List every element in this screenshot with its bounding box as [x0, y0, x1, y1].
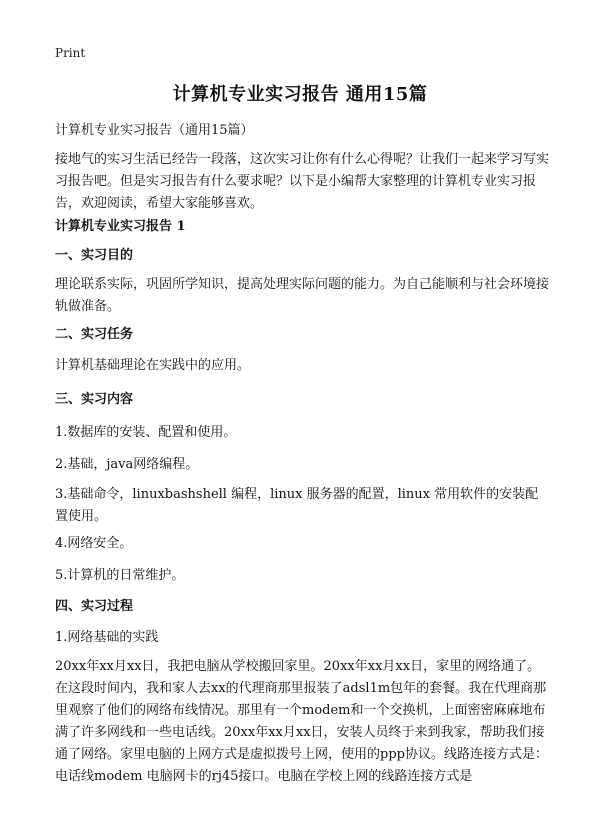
section-heading-content: 三、实习内容 — [55, 392, 134, 407]
section-heading-purpose: 一、实习目的 — [55, 248, 134, 263]
section-text-task: 计算机基础理论在实践中的应用。 — [55, 358, 251, 373]
print-label: Print — [55, 46, 86, 60]
report-heading: 计算机专业实习报告 1 — [55, 219, 186, 234]
subsection-network: 1.网络基础的实践 — [55, 630, 159, 645]
content-item-4: 4.网络安全。 — [55, 536, 133, 551]
intro-paragraph: 接地气的实习生活已经告一段落，这次实习让你有什么心得呢？让我们一起来学习写实习报告吧。但是实习报告有什么要求呢？以下是小编帮大家整理的计算机专业实习报告，欢迎阅读，希望大家能够喜欢。 — [55, 152, 550, 211]
section-heading-process: 四、实习过程 — [55, 599, 134, 614]
body-paragraph: 20xx年xx月xx日，我把电脑从学校搬回家里。20xx年xx月xx日，家里的网络通了。在这段时间内，我和家人去xx的代理商那里报装了adsl1m包年的套餐。我在代理商那里观察了他们的网络布线情况。那里有一个modem和一个交换机，上面密密麻麻地布满了许多网线和一些电话线。20xx年xx月xx日，安装人员终于来到我家，帮助我们接通了网络。家里电脑的上网方式是虚拟拨号上网，使用的ppp协议。线路连接方式是：电话线modem 电脑网卡的rj45接口。电脑在学校上网的线路连接方式是 — [55, 659, 548, 784]
content-item-1: 1.数据库的安装、配置和使用。 — [55, 425, 237, 440]
subtitle: 计算机专业实习报告（通用15篇） — [55, 123, 254, 138]
page-title: 计算机专业实习报告 通用15篇 — [172, 84, 428, 105]
content-item-2: 2.基础，java网络编程。 — [55, 457, 199, 472]
content-item-5: 5.计算机的日常维护。 — [55, 568, 185, 583]
section-text-purpose: 理论联系实际，巩固所学知识，提高处理实际问题的能力。为自己能顺利与社会环境接轨做准备。 — [55, 277, 550, 314]
content-item-3: 3.基础命令，linuxbashshell 编程，linux 服务器的配置，linux 常用软件的安装配置使用。 — [55, 487, 539, 524]
section-heading-task: 二、实习任务 — [55, 327, 134, 342]
